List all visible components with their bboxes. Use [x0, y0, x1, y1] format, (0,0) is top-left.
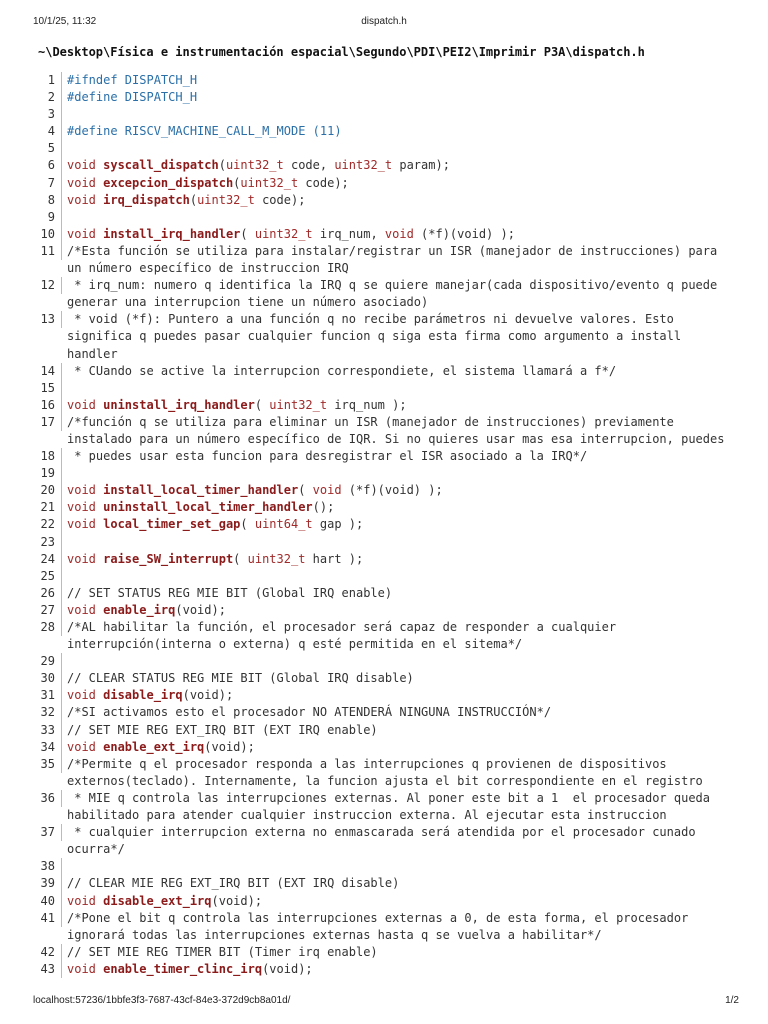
print-title: dispatch.h: [361, 16, 407, 27]
line-number: 21: [35, 499, 62, 516]
line-number: 15: [35, 380, 62, 397]
line-number: 32: [35, 704, 62, 721]
code-token: * cualquier interrupcion externa no enmascarada será atendida por el procesador cunado ocurra*/: [67, 825, 703, 857]
code-token: void: [67, 226, 104, 241]
code-text: [67, 123, 735, 140]
code-text: [67, 875, 735, 892]
code-token: /*Pone el bit q controla las interrupciones externas a 0, de esta forma, el procesador ignorará todas las interrupciones externas hasta q se vuelva a habilitar*/: [67, 910, 696, 942]
code-text: [67, 534, 735, 551]
code-line: [35, 380, 735, 397]
code-token: // CLEAR MIE REG EXT_IRQ BIT (EXT IRQ disable): [67, 876, 400, 891]
code-text: [67, 465, 735, 482]
code-line: [35, 739, 735, 756]
code-token: // SET STATUS REG MIE BIT (Global IRQ enable): [67, 585, 393, 600]
code-token: (: [189, 192, 198, 207]
code-token: install_local_timer_handler: [103, 483, 299, 498]
code-token: excepcion_dispatch: [103, 175, 234, 190]
code-line: [35, 123, 735, 140]
code-line: [35, 551, 735, 568]
code-line: [35, 209, 735, 226]
code-text: [67, 516, 735, 533]
code-text: [67, 739, 735, 756]
code-text: [67, 790, 735, 824]
code-line: [35, 619, 735, 653]
code-token: #define: [67, 124, 118, 139]
code-token: * MIE q controla las interrupciones externas. Al poner este bit a 1 el procesador queda habilitado para atender cualquier instruccion externa. Al ejecutar esta instruccion: [67, 790, 718, 823]
code-token: (void);: [211, 893, 263, 908]
code-token: /*Permite q el procesador responda a las interrupciones q provienen de dispositivos externos(teclado). Internamente, la funcion ajusta el bit correspondiente en el registro: [67, 756, 703, 788]
code-text: [67, 157, 735, 174]
code-text: [67, 363, 735, 380]
code-token: uint32_t: [247, 551, 306, 566]
code-token: /*AL habilitar la función, el procesador será capaz de responder a cualquier interrupción(interna o externa) q esté permitida en el sitema*/: [67, 620, 624, 652]
code-token: void: [67, 602, 104, 617]
code-token: void: [384, 226, 414, 241]
code-token: code);: [298, 175, 349, 190]
code-token: void: [312, 483, 342, 498]
code-token: (void);: [204, 739, 255, 754]
code-text: [67, 277, 735, 311]
code-line: [35, 756, 735, 790]
code-token: irq_num );: [327, 397, 407, 412]
code-token: /*función q se utiliza para eliminar un ISR (manejador de instrucciones) previamente instalado para un número específico de IQR. Si no quieres usar mas esa interrupcion, puedes: [67, 414, 725, 446]
code-line: [35, 687, 735, 704]
code-token: * CUando se active la interrupcion correspondiete, el sistema llamará a f*/: [67, 363, 617, 378]
code-text: [67, 414, 735, 448]
code-text: [67, 602, 735, 619]
code-line: [35, 465, 735, 482]
line-number: 8: [35, 192, 62, 209]
line-number: 2: [35, 89, 62, 106]
code-token: (: [254, 397, 270, 412]
line-number: 26: [35, 585, 62, 602]
line-number: 18: [35, 448, 62, 465]
line-number: 9: [35, 209, 62, 226]
code-token: void: [67, 500, 104, 515]
code-token: gap );: [312, 517, 364, 532]
line-number: 35: [35, 756, 62, 773]
code-token: raise_SW_interrupt: [103, 551, 234, 566]
code-text: [67, 858, 735, 875]
print-url: localhost:57236/1bbfe3f3-7687-43cf-84e3-372d9cb8a01d/: [33, 995, 291, 1006]
code-token: void: [67, 517, 104, 532]
code-token: uninstall_local_timer_handler: [103, 500, 313, 515]
code-token: * irq_num: numero q identifica la IRQ q se quiere manejar(cada dispositivo/evento q puede generar una interrupcion tiene un número asociado): [67, 278, 725, 310]
code-line: [35, 157, 735, 174]
line-number: 23: [35, 534, 62, 551]
code-line: [35, 585, 735, 602]
code-text: [67, 551, 735, 568]
code-text: [67, 175, 735, 192]
code-line: [35, 858, 735, 875]
code-text: [67, 568, 735, 585]
code-line: [35, 499, 735, 516]
code-line: [35, 875, 735, 892]
code-token: (: [240, 517, 255, 532]
code-token: uninstall_irq_handler: [103, 397, 255, 412]
code-token: (*f)(void) );: [413, 226, 515, 241]
code-token: syscall_dispatch: [103, 158, 219, 173]
code-text: [67, 72, 735, 89]
code-token: uint64_t: [254, 517, 313, 532]
line-number: 19: [35, 465, 62, 482]
code-text: [67, 380, 735, 397]
code-line: [35, 72, 735, 89]
print-datetime: 10/1/25, 11:32: [33, 16, 97, 27]
code-token: void: [67, 397, 104, 412]
code-line: [35, 910, 735, 944]
page-number: 1/2: [725, 995, 739, 1006]
line-number: 39: [35, 875, 62, 892]
line-number: 36: [35, 790, 62, 807]
code-token: (: [240, 226, 255, 241]
line-number: 10: [35, 226, 62, 243]
code-text: [67, 311, 735, 362]
code-token: param);: [392, 158, 450, 173]
code-line: [35, 653, 735, 670]
code-line: [35, 790, 735, 824]
code-token: void: [67, 961, 104, 976]
code-line: [35, 944, 735, 961]
code-token: void: [67, 893, 104, 908]
code-text: [67, 397, 735, 414]
code-token: uint32_t: [240, 175, 299, 190]
code-token: enable_ext_irq: [103, 739, 205, 754]
code-token: (void);: [175, 602, 226, 617]
code-text: [67, 140, 735, 157]
code-line: [35, 824, 735, 858]
code-line: [35, 568, 735, 585]
code-line: [35, 448, 735, 465]
line-number: 13: [35, 311, 62, 328]
code-text: [67, 192, 735, 209]
line-number: 11: [35, 243, 62, 260]
code-token: (void);: [182, 688, 234, 703]
code-token: ();: [312, 500, 335, 515]
code-text: [67, 687, 735, 704]
line-number: 31: [35, 687, 62, 704]
code-line: [35, 516, 735, 533]
code-token: (: [233, 551, 248, 566]
code-line: [35, 175, 735, 192]
code-text: [67, 619, 735, 653]
code-token: void: [67, 483, 104, 498]
code-line: [35, 277, 735, 311]
code-text: [67, 670, 735, 687]
code-token: (: [218, 158, 226, 173]
code-text: [67, 756, 735, 790]
code-text: [67, 106, 735, 123]
line-number: 22: [35, 516, 62, 533]
code-line: [35, 311, 735, 362]
line-number: 28: [35, 619, 62, 636]
code-text: [67, 226, 735, 243]
code-token: #define: [67, 90, 118, 105]
code-token: install_irq_handler: [103, 226, 241, 241]
code-text: [67, 499, 735, 516]
line-number: 6: [35, 157, 62, 174]
code-token: (*f)(void) );: [341, 483, 443, 498]
code-text: [67, 961, 735, 978]
code-text: [67, 89, 735, 106]
code-token: disable_ext_irq: [103, 893, 212, 908]
line-number: 16: [35, 397, 62, 414]
code-listing: [35, 72, 735, 978]
code-token: disable_irq: [103, 688, 183, 703]
line-number: 7: [35, 175, 62, 192]
code-line: [35, 602, 735, 619]
code-line: [35, 482, 735, 499]
line-number: 4: [35, 123, 62, 140]
code-token: void: [67, 688, 104, 703]
line-number: 5: [35, 140, 62, 157]
code-line: [35, 106, 735, 123]
code-text: [67, 704, 735, 721]
code-text: [67, 893, 735, 910]
code-text: [67, 448, 735, 465]
line-number: 24: [35, 551, 62, 568]
line-number: 41: [35, 910, 62, 927]
line-number: 14: [35, 363, 62, 380]
code-text: [67, 824, 735, 858]
code-token: irq_dispatch: [103, 192, 190, 207]
code-token: code);: [254, 192, 306, 207]
code-token: void: [67, 192, 104, 207]
code-token: /*Esta función se utiliza para instalar/registrar un ISR (manejador de instrucciones) para un número específico de instruccion IRQ: [67, 243, 725, 276]
line-number: 33: [35, 722, 62, 739]
code-text: [67, 944, 735, 961]
code-token: void: [67, 739, 104, 754]
code-line: [35, 363, 735, 380]
code-text: [67, 209, 735, 226]
code-token: // SET MIE REG EXT_IRQ BIT (EXT IRQ enable): [67, 722, 378, 737]
code-text: [67, 910, 735, 944]
code-token: * puedes usar esta funcion para desregistrar el ISR asociado a la IRQ*/: [67, 449, 588, 464]
code-line: [35, 89, 735, 106]
code-token: uint32_t: [197, 192, 255, 207]
code-line: [35, 192, 735, 209]
code-token: (: [298, 483, 313, 498]
line-number: 40: [35, 893, 62, 910]
code-line: [35, 670, 735, 687]
line-number: 29: [35, 653, 62, 670]
line-number: 25: [35, 568, 62, 585]
line-number: 37: [35, 824, 62, 841]
code-token: local_timer_set_gap: [103, 517, 241, 532]
code-token: DISPATCH_H: [117, 90, 198, 105]
code-token: void: [67, 175, 104, 190]
line-number: 34: [35, 739, 62, 756]
line-number: 3: [35, 106, 62, 123]
code-line: [35, 140, 735, 157]
code-token: uint32_t: [334, 158, 393, 173]
line-number: 30: [35, 670, 62, 687]
code-text: [67, 653, 735, 670]
code-text: [67, 722, 735, 739]
code-line: [35, 243, 735, 277]
code-text: [67, 482, 735, 499]
code-token: #ifndef: [67, 73, 118, 87]
code-token: uint32_t: [225, 158, 284, 173]
code-token: code,: [283, 158, 335, 173]
code-token: void: [67, 551, 104, 566]
code-token: /*SI activamos esto el procesador NO ATENDERÁ NINGUNA INSTRUCCIÓN*/: [67, 705, 552, 720]
code-line: [35, 704, 735, 721]
line-number: 42: [35, 944, 62, 961]
line-number: 43: [35, 961, 62, 978]
file-path: ~\Desktop\Física e instrumentación espacial\Segundo\PDI\PEI2\Imprimir P3A\dispatch.h: [38, 45, 645, 59]
code-line: [35, 534, 735, 551]
line-number: 17: [35, 414, 62, 431]
line-number: 27: [35, 602, 62, 619]
code-line: [35, 226, 735, 243]
line-number: 12: [35, 277, 62, 294]
line-number: 38: [35, 858, 62, 875]
code-line: [35, 414, 735, 448]
code-token: irq_num,: [312, 226, 385, 241]
code-token: (void);: [262, 961, 313, 976]
code-token: uint32_t: [269, 397, 328, 412]
code-token: // SET MIE REG TIMER BIT (Timer irq enable): [67, 944, 378, 959]
line-number: 20: [35, 482, 62, 499]
code-text: [67, 243, 735, 277]
code-token: enable_irq: [103, 602, 176, 617]
code-token: void: [67, 158, 104, 173]
line-number: 1: [35, 72, 62, 89]
code-token: RISCV_MACHINE_CALL_M_MODE (11): [117, 124, 342, 139]
code-token: uint32_t: [254, 226, 313, 241]
code-token: DISPATCH_H: [117, 73, 198, 87]
code-line: [35, 397, 735, 414]
code-line: [35, 893, 735, 910]
code-token: enable_timer_clinc_irq: [103, 961, 263, 976]
code-line: [35, 961, 735, 978]
code-token: (: [233, 175, 241, 190]
code-token: hart );: [305, 551, 364, 566]
code-token: // CLEAR STATUS REG MIE BIT (Global IRQ disable): [67, 671, 414, 686]
code-line: [35, 722, 735, 739]
code-token: * void (*f): Puntero a una función q no recibe parámetros ni devuelve valores. Esto significa q puedes pasar cualquier funcion q siga esta firma como argumento a install handler: [67, 312, 689, 361]
code-text: [67, 585, 735, 602]
